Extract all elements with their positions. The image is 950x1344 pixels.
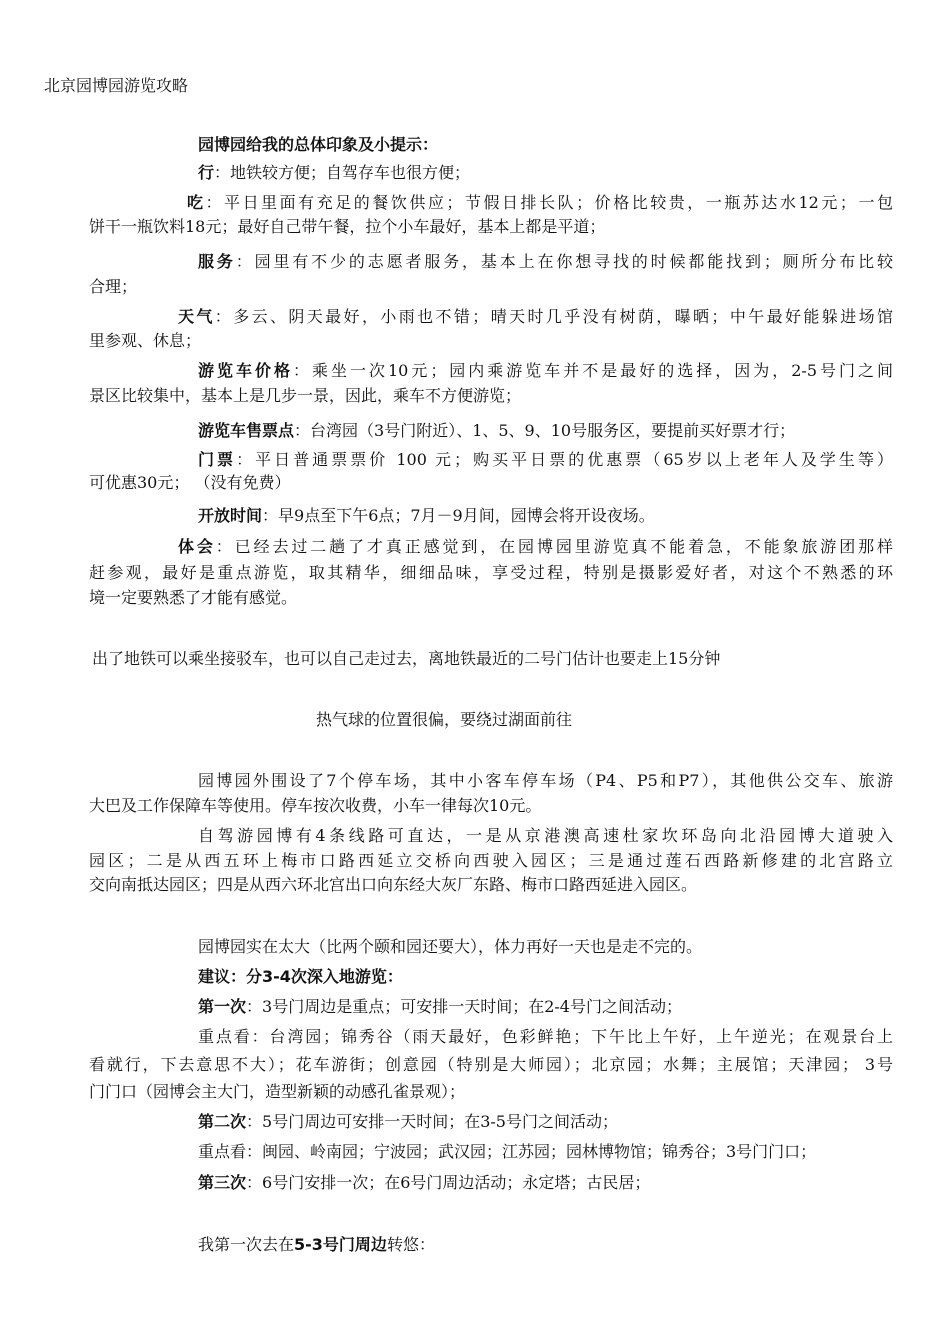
experience-line3: 境一定要熟悉了才能有感觉。 bbox=[89, 588, 298, 607]
visit-1: 第一次：3号门周边是重点；可安排一天时间；在2-4号门之间活动； bbox=[198, 997, 682, 1016]
plan-intro: 园博园实在太大（比两个颐和园还要大），体力再好一天也是走不完的。 bbox=[198, 937, 703, 956]
routes-line1: 自驾游园博有4条线路可直达，一是从京港澳高速杜家坎环岛向北沿园博大道驶入 bbox=[198, 826, 893, 845]
food-tip-line1: 吃：平日里面有充足的餐饮供应；节假日排长队；价格比较贵，一瓶苏达水12元；一包 bbox=[187, 193, 893, 212]
routes-line3: 交向南抵达园区；四是从西六环北宫出口向东经大灰厂东路、梅市口路西延进入园区。 bbox=[89, 875, 698, 894]
shuttle-price-line1: 游览车价格：乘坐一次10元；园内乘游览车并不是最好的选择，因为，2-5号门之间 bbox=[198, 361, 893, 380]
ticket-tip-line1: 门票：平日普通票票价 100 元；购买平日票的优惠票（65岁以上老年人及学生等） bbox=[198, 450, 893, 469]
food-tip-line2: 饼干一瓶饮料18元；最好自己带午餐，拉个小车最好，基本上都是平道； bbox=[89, 217, 606, 236]
balloon-note: 热气球的位置很偏，要绕过湖面前往 bbox=[316, 710, 573, 729]
experience-line1: 体会：已经去过二趟了才真正感觉到，在园博园里游览真不能着急，不能象旅游团那样 bbox=[178, 537, 893, 556]
shuttle-price-line2: 景区比较集中，基本上是几步一景，因此，乘车不方便游览； bbox=[89, 386, 522, 405]
highlights-1-line2: 看就行，下去意思不大）；花车游街；创意园（特别是大师园）；北京园；水舞；主展馆；天津园； 3号 bbox=[89, 1055, 893, 1074]
highlights-1-line3: 门门口（园博会主大门，造型新颖的动感孔雀景观）； bbox=[89, 1082, 466, 1101]
ticket-tip-line2: 可优惠30元； （没有免费） bbox=[89, 473, 291, 492]
hours-tip: 开放时间：早9点至下午6点；7月－9月间，园博会将开设夜场。 bbox=[198, 506, 655, 525]
service-tip-line2: 合理； bbox=[89, 277, 138, 296]
routes-line2: 园区；二是从西五环上梅市口路西延立交桥向西驶入园区；三是通过莲石西路新修建的北宫路立 bbox=[89, 851, 893, 870]
transport-tip: 行：地铁较方便；自驾存车也很方便； bbox=[198, 163, 471, 182]
service-tip-line1: 服务：园里有不少的志愿者服务，基本上在你想寻找的时候都能找到；厕所分布比较 bbox=[198, 252, 893, 271]
shuttle-ticket-tip: 游览车售票点：台湾园（3号门附近）、1、5、9、10号服务区，要提前买好票才行； bbox=[198, 421, 796, 440]
subway-note: 出了地铁可以乘坐接驳车，也可以自己走过去，离地铁最近的二号门估计也要走上15分钟 bbox=[92, 649, 721, 668]
section-heading: 园博园给我的总体印象及小提示： bbox=[198, 135, 439, 154]
parking-line2: 大巴及工作保障车等使用。停车按次收费，小车一律每次10元。 bbox=[89, 796, 542, 815]
weather-tip-line2: 里参观、休息； bbox=[89, 331, 202, 350]
experience-line2: 赶参观，最好是重点游览，取其精华，细细品味，享受过程，特别是摄影爱好者，对这个不熟悉的环 bbox=[89, 563, 893, 582]
plan-suggestion: 建议：分3-4次深入地游览： bbox=[198, 967, 403, 986]
highlights-1-line1: 重点看：台湾园；锦秀谷（雨天最好，色彩鲜艳；下午比上午好，上午逆光；在观景台上 bbox=[198, 1027, 893, 1046]
visit-3: 第三次：6号门安排一次；在6号门周边活动；永定塔；古民居； bbox=[198, 1173, 651, 1192]
highlights-2: 重点看：闽园、岭南园；宁波园；武汉园；江苏园；园林博物馆；锦秀谷；3号门门口； bbox=[198, 1142, 817, 1161]
closing-line: 我第一次去在5-3号门周边转悠： bbox=[198, 1235, 435, 1254]
parking-line1: 园博园外围设了7个停车场，其中小客车停车场（P4、P5和P7），其他供公交车、旅游 bbox=[198, 771, 893, 790]
weather-tip-line1: 天气：多云、阴天最好，小雨也不错；晴天时几乎没有树荫，曝晒；中午最好能躲进场馆 bbox=[178, 307, 893, 326]
visit-2: 第二次：5号门周边可安排一天时间；在3-5号门之间活动； bbox=[198, 1112, 618, 1131]
doc-title: 北京园博园游览攻略 bbox=[44, 76, 189, 95]
